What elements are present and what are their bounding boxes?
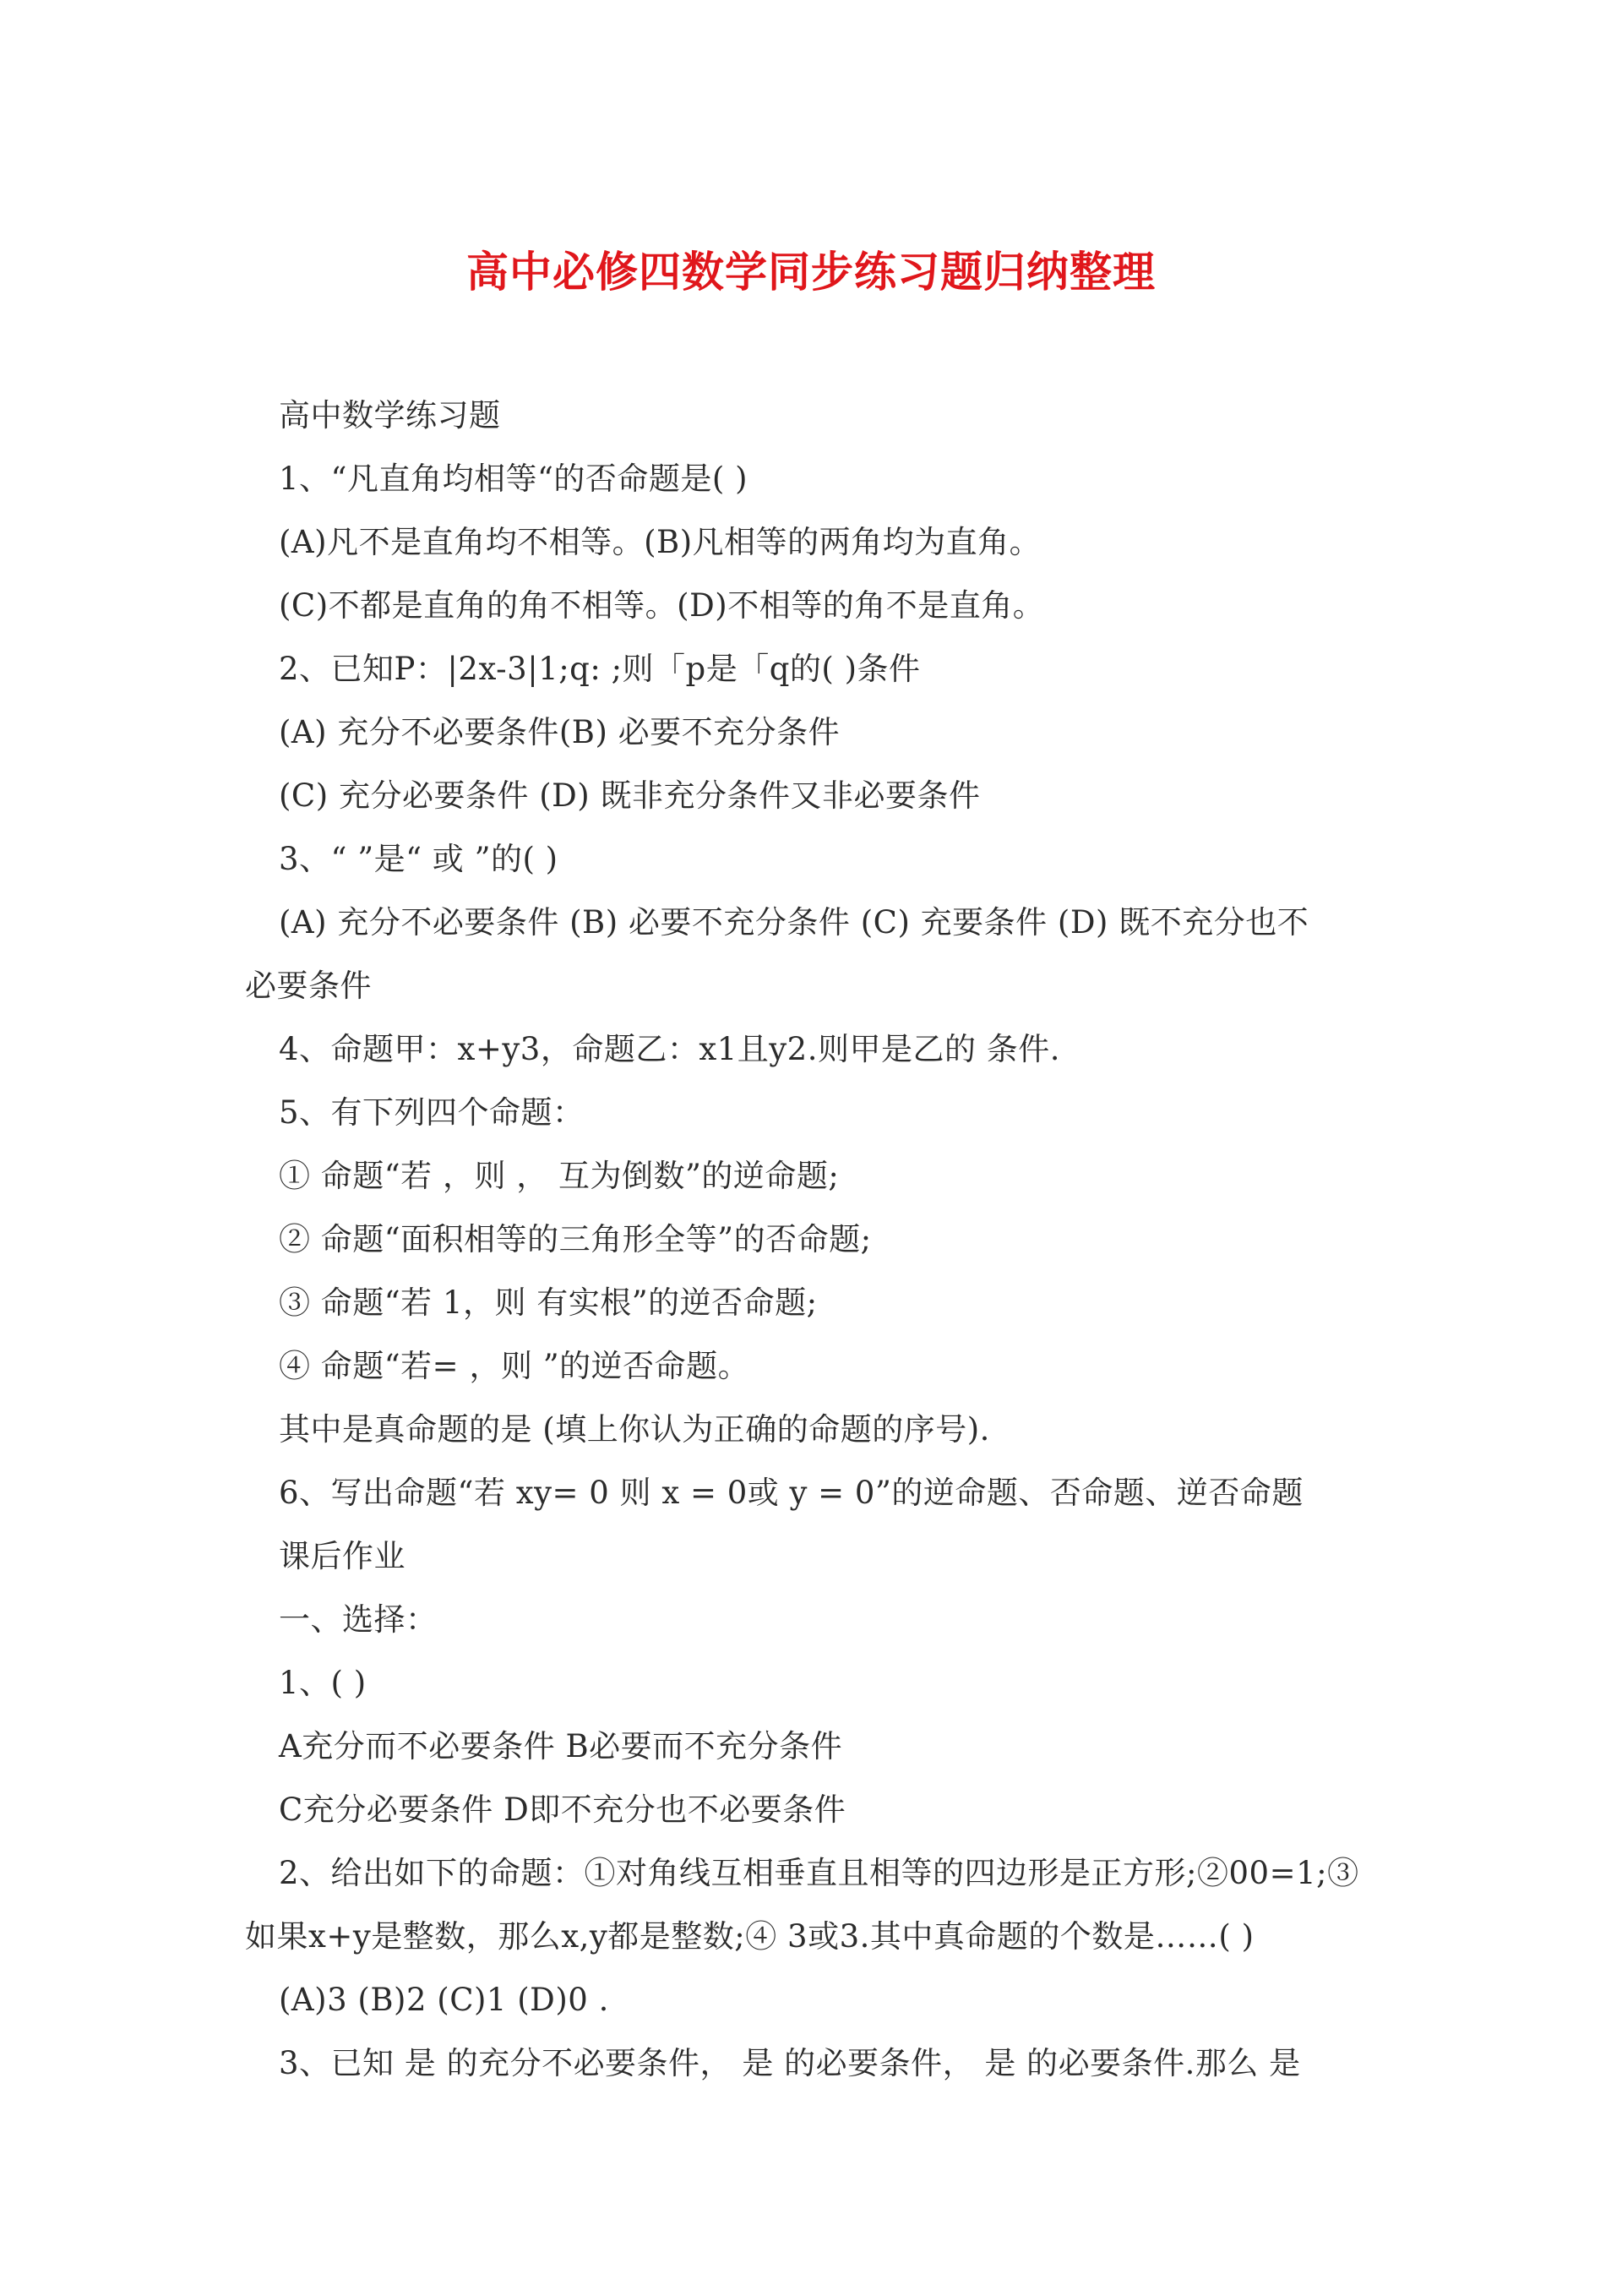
homework-question-1-ab: A充分而不必要条件 B必要而不充分条件 [279,1728,843,1764]
question-5-item-1: ① 命题“若 ，则 ， 互为倒数”的逆命题; [279,1158,840,1194]
section-heading-practice: 高中数学练习题 [279,397,501,434]
question-3-options-cont: 必要条件 [245,968,372,1004]
homework-question-1-cd: C充分必要条件 D即不充分也不必要条件 [279,1792,846,1828]
section-heading-choice: 一、选择： [279,1601,438,1638]
document-title: 高中必修四数学同步练习题归纳整理 [466,247,1156,297]
question-5: 5、有下列四个命题： [279,1094,585,1131]
question-1-options-ab: (A)凡不是直角均不相等。(B)凡相等的两角均为直角。 [279,524,1042,560]
homework-question-2-cont: 如果x+y是整数，那么x,y都是整数;④ 3或3.其中真命题的个数是……( ) [245,1918,1255,1955]
section-heading-homework: 课后作业 [279,1538,406,1574]
question-2-options-cd: (C) 充分必要条件 (D) 既非充分条件又非必要条件 [279,777,981,814]
question-6: 6、写出命题“若 xy= 0 则 x = 0或 y = 0”的逆命题、否命题、逆否命题 [279,1475,1304,1511]
homework-question-3: 3、已知 是 的充分不必要条件， 是 的必要条件， 是 的必要条件.那么 是 [279,2045,1301,2081]
question-2: 2、已知P：|2x-3|1;q: ;则「p是「q的( )条件 [279,651,921,687]
question-3: 3、“ ”是“ 或 ”的( ) [279,841,558,877]
question-4: 4、命题甲：x+y3，命题乙：x1且y2.则甲是乙的 条件. [279,1031,1060,1067]
question-5-prompt: 其中是真命题的是 (填上你认为正确的命题的序号). [279,1411,990,1448]
homework-question-2: 2、给出如下的命题：①对角线互相垂直且相等的四边形是正方形;②00=1;③ [279,1855,1359,1891]
question-5-item-4: ④ 命题“若= ，则 ”的逆否命题。 [279,1348,750,1384]
homework-question-1: 1、( ) [279,1665,367,1701]
question-1-options-cd: (C)不都是直角的角不相等。(D)不相等的角不是直角。 [279,587,1045,624]
question-5-item-2: ② 命题“面积相等的三角形全等”的否命题; [279,1221,872,1257]
question-1: 1、“凡直角均相等“的否命题是( ) [279,461,748,497]
question-5-item-3: ③ 命题“若 1，则 有实根”的逆否命题; [279,1284,818,1321]
question-3-options: (A) 充分不必要条件 (B) 必要不充分条件 (C) 充要条件 (D) 既不充分也不 [279,904,1309,941]
homework-question-2-options: (A)3 (B)2 (C)1 (D)0 . [279,1982,609,2018]
question-2-options-ab: (A) 充分不必要条件(B) 必要不充分条件 [279,714,841,750]
